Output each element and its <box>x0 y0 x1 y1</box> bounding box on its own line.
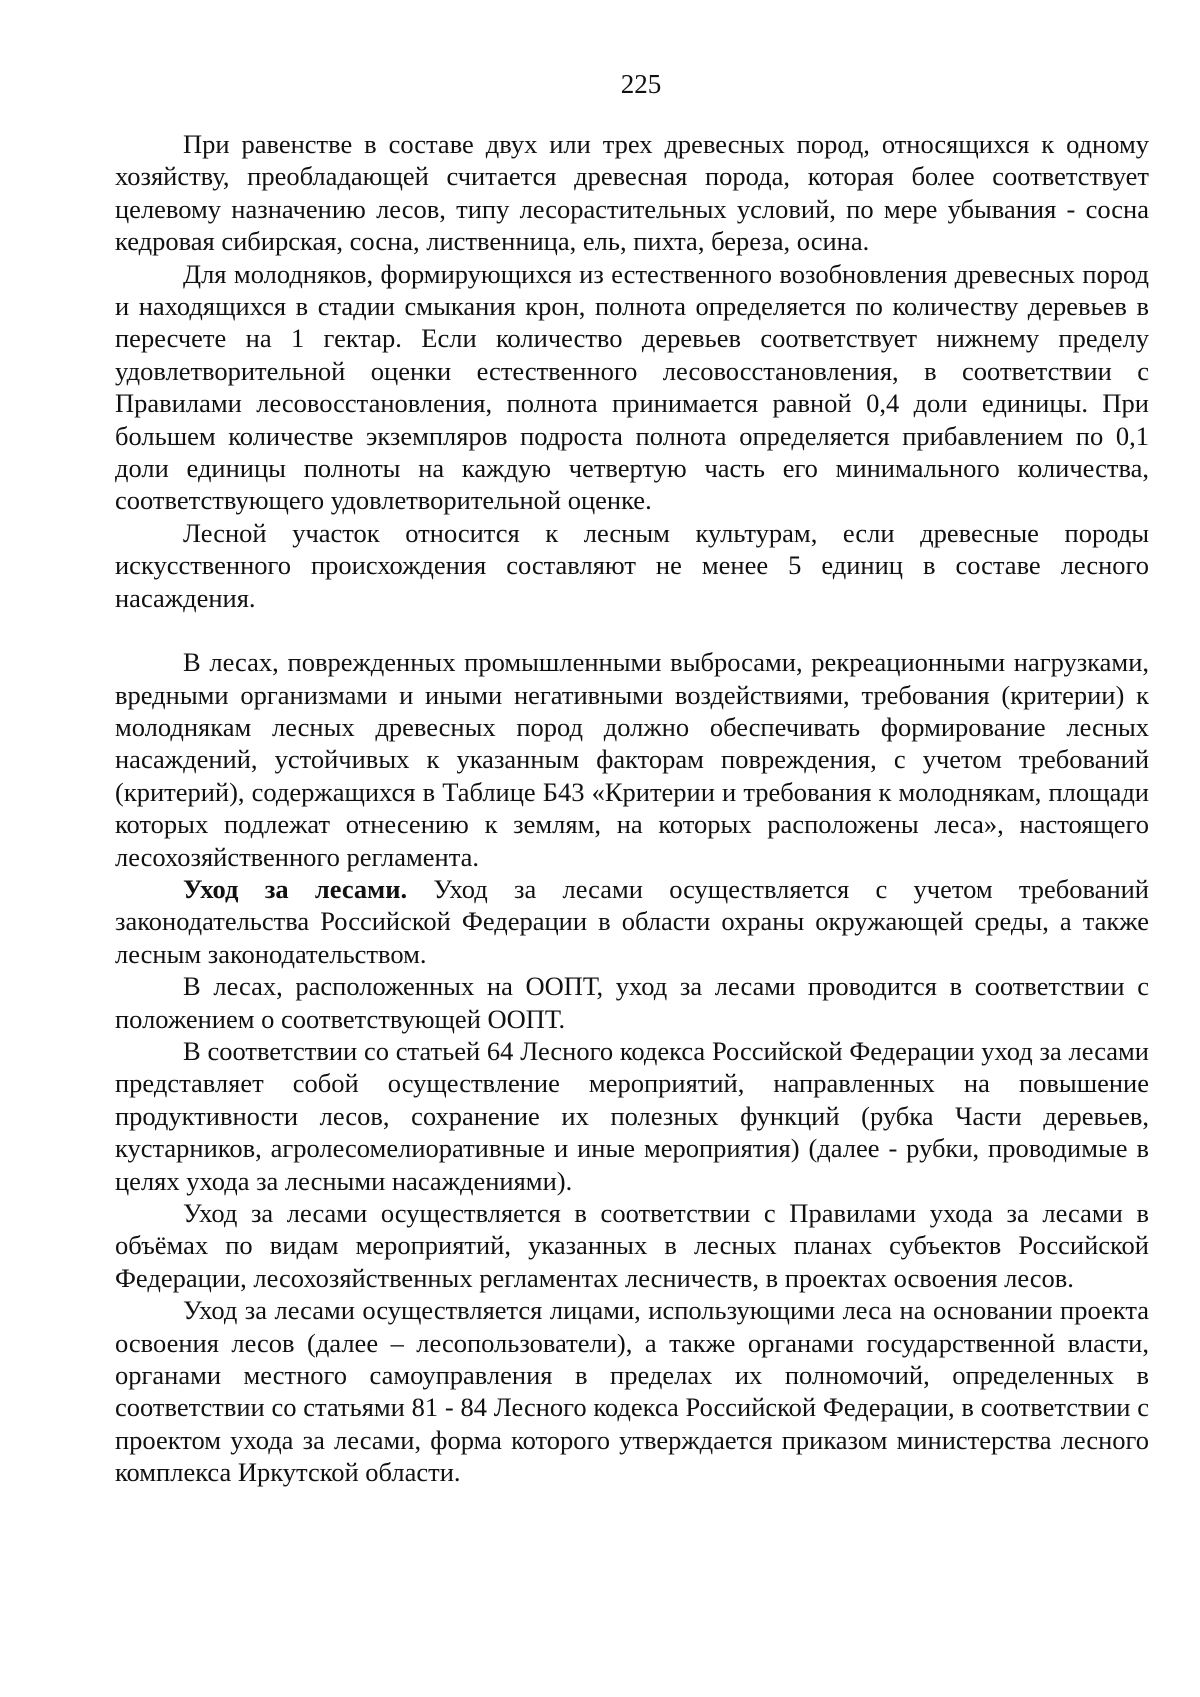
page-number: 225 <box>620 69 662 99</box>
paragraph-forest-care-text: Уход за лесами осуществляется с учетом требований законодательства Российской Федерации в области охраны окружающей среды, а также лесным законодательством. <box>115 873 1149 969</box>
section-heading-forest-care: Уход за лесами. <box>183 873 408 904</box>
paragraph-damaged-forests: В лесах, поврежденных промышленными выбросами, рекреационными нагрузками, вредными организмами и иными негативными воздействиями, требования (критерии) к молоднякам лесных древесных пород должно обеспечивать формирование лесных насаждений, устойчивых к указанным факторам повреждения, с учетом требований (критерий), содержащихся в Таблице Б43 «Критерии и требования к молоднякам, площади которых подлежат отнесению к землям, на которых расположены леса», настоящего лесохозяйственного регламента. <box>115 647 1149 872</box>
paragraph-care-rules: Уход за лесами осуществляется в соответствии с Правилами ухода за лесами в объёмах по видам мероприятий, указанных в лесных планах субъектов Российской Федерации, лесохозяйственных регламентах лесничеств, в проектах освоения лесов. <box>115 1198 1149 1293</box>
paragraph-care-performers: Уход за лесами осуществляется лицами, использующими леса на основании проекта освоения лесов (далее – лесопользователи), а также органами государственной власти, органами местного самоуправления в пределах их полномочий, определенных в соответствии со статьями 81 - 84 Лесного кодекса Российской Федерации, в соответствии с проектом ухода за лесами, форма которого утверждается приказом министерства лесного комплекса Иркутской области. <box>115 1295 1149 1488</box>
paragraph-dominant-species: При равенстве в составе двух или трех древесных пород, относящихся к одному хозяйству, преобладающей считается древесная порода, которая более соответствует целевому назначению лесов, типу лесорастительных условий, по мере убывания - сосна кедровая сибирская, сосна, лиственница, ель, пихта, береза, осина. <box>115 129 1149 257</box>
paragraph-spacer <box>115 614 1149 646</box>
document-page <box>115 68 1149 1489</box>
paragraph-protected-areas: В лесах, расположенных на ООПТ, уход за лесами проводится в соответствии с положением о соответствующей ООПТ. <box>115 971 1149 1034</box>
paragraph-young-stands-density: Для молодняков, формирующихся из естественного возобновления древесных пород и находящихся в стадии смыкания крон, полнота определяется по количеству деревьев в пересчете на 1 гектар. Если количество деревьев соответствует нижнему пределу удовлетворительной оценки естественного лесовосстановления, в соответствии с Правилами лесовосстановления, полнота принимается равной 0,4 доли единицы. При большем количестве экземпляров подроста полнота определяется прибавлением по 0,1 доли единицы полноты на каждую четвертую часть его минимального количества, соответствующего удовлетворительной оценке. <box>115 258 1149 516</box>
paragraph-article-64: В соответствии со статьей 64 Лесного кодекса Российской Федерации уход за лесами представляет собой осуществление мероприятий, направленных на повышение продуктивности лесов, сохранение их полезных функций (рубка Части деревьев, кустарников, агролесомелиоративные и иные мероприятия) (далее - рубки, проводимые в целях ухода за лесными насаждениями). <box>115 1035 1149 1196</box>
paragraph-forest-plantations: Лесной участок относится к лесным культурам, если древесные породы искусственного происхождения составляют не менее 5 единиц в составе лесного насаждения. <box>115 517 1149 613</box>
paragraph-forest-care <box>115 873 1149 970</box>
